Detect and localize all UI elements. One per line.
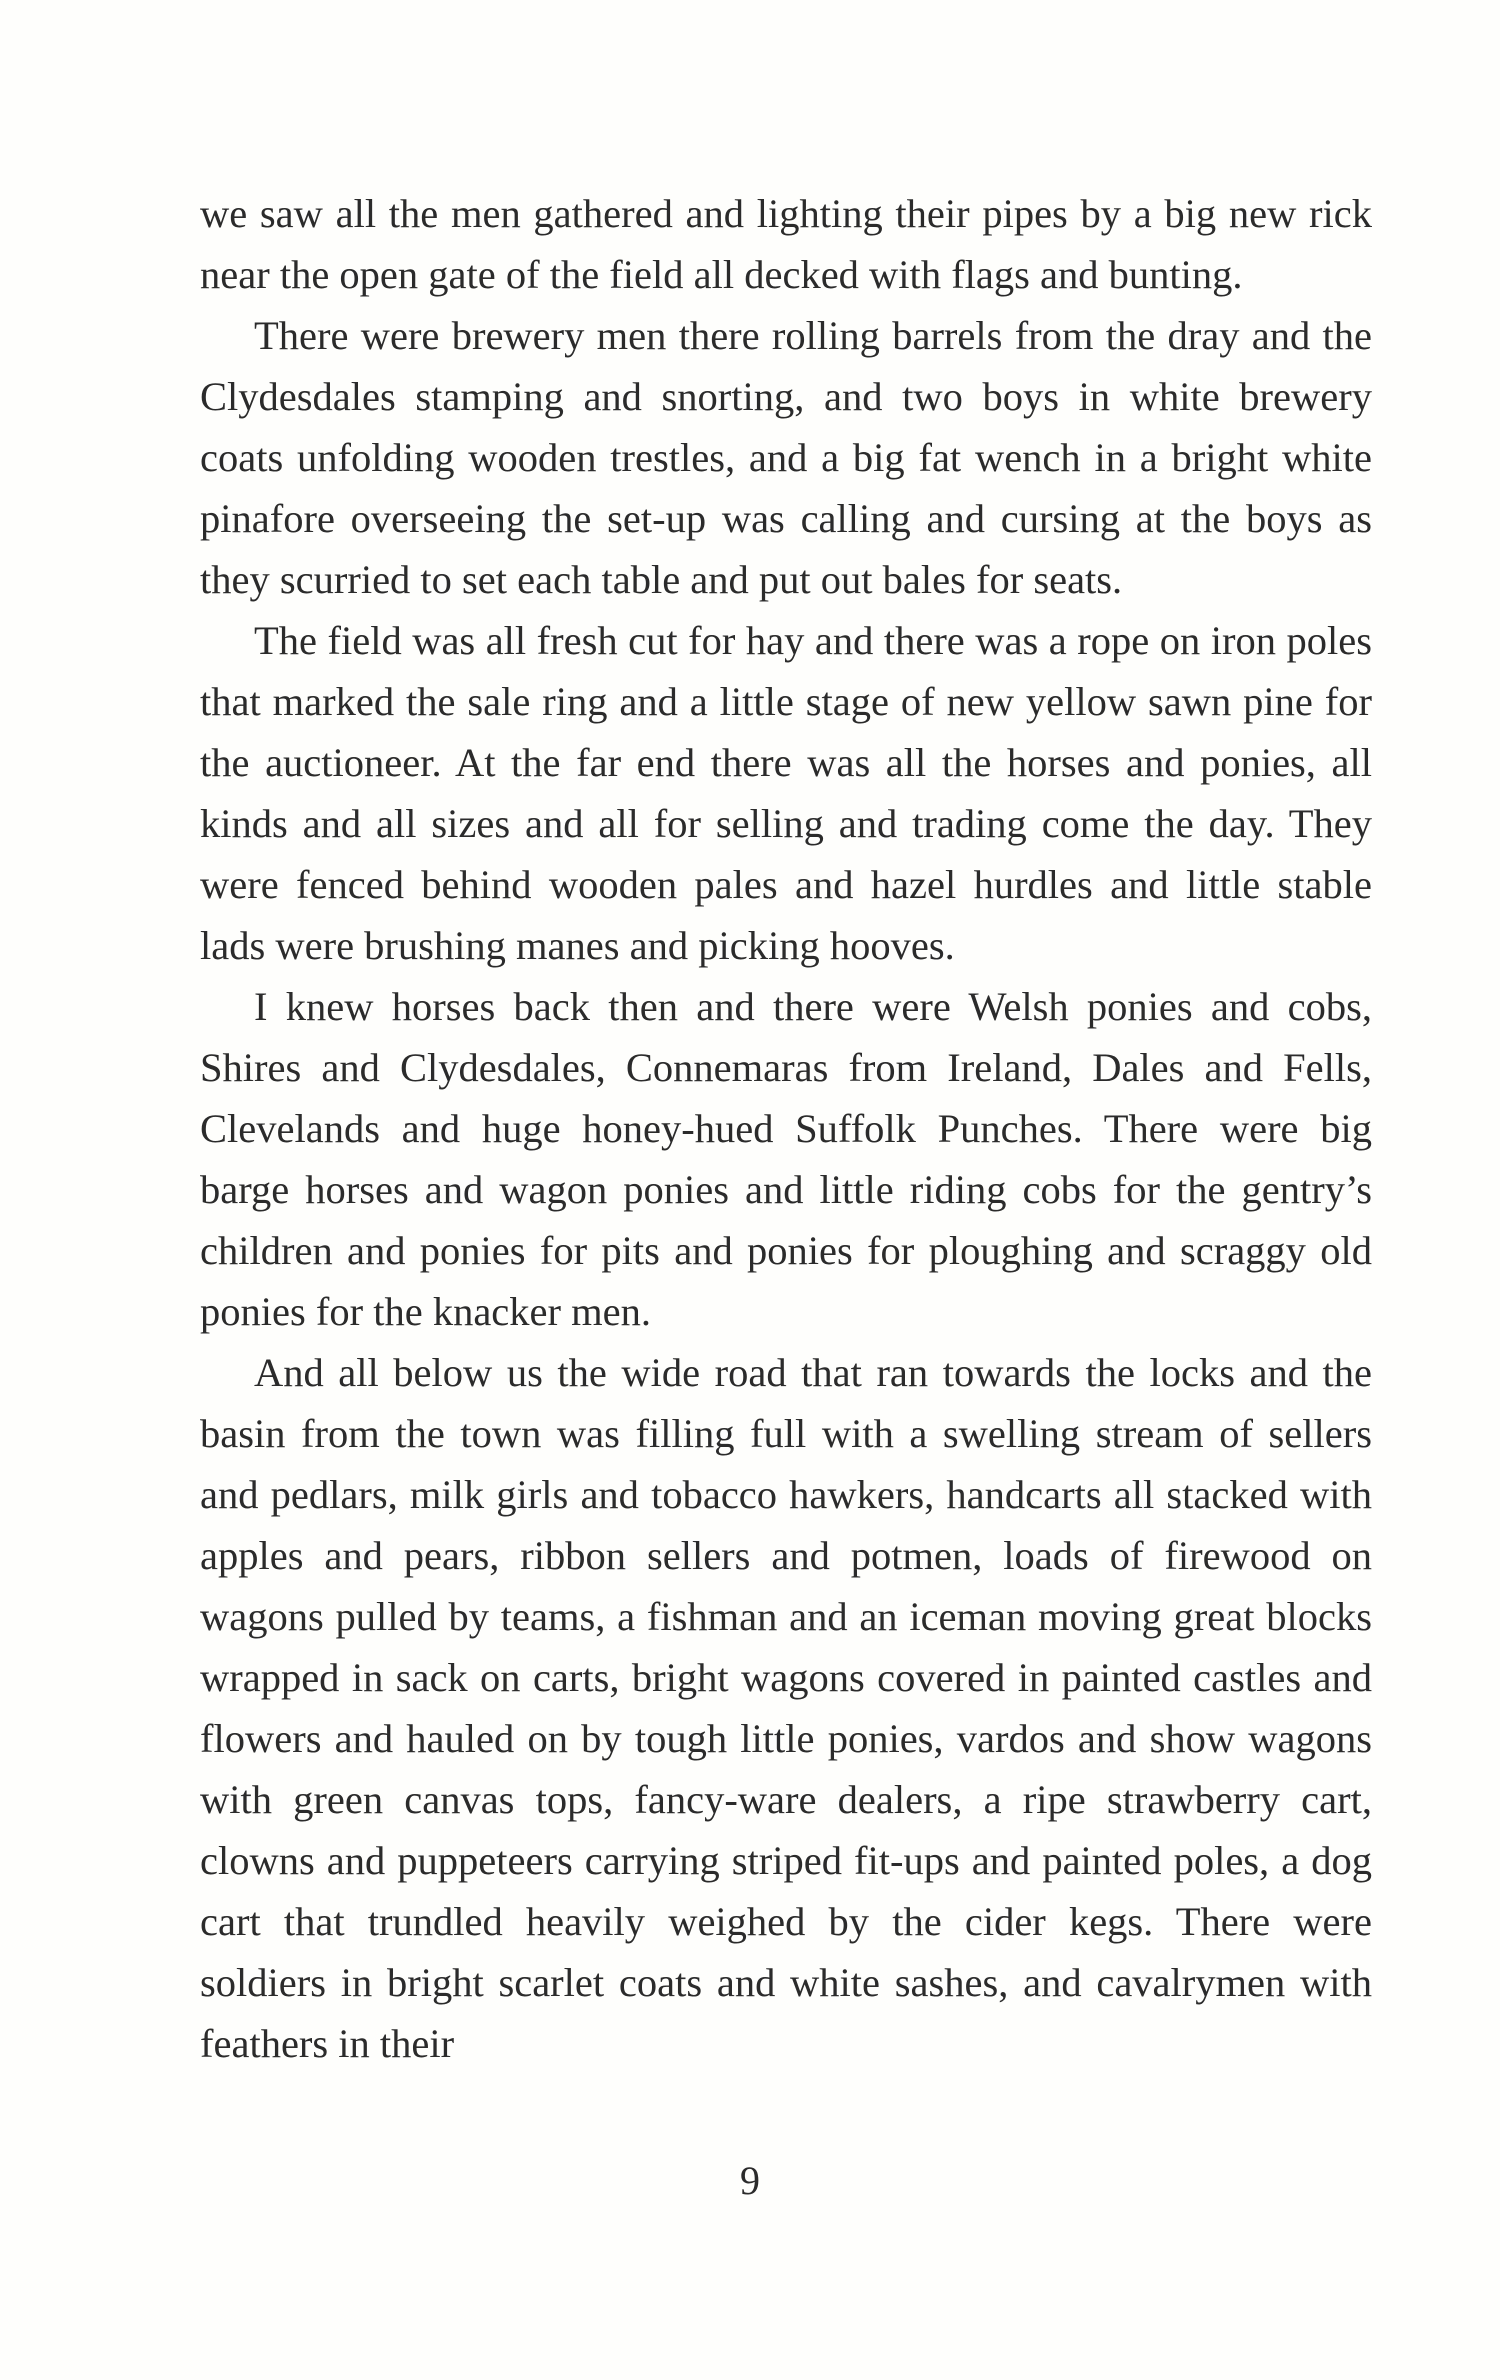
paragraph-continued: we saw all the men gathered and lighting their pipes by a big new rick near the open gate of the field all decked with flags and bunting. (200, 191, 1372, 297)
body-text (200, 183, 1372, 2074)
paragraph: And all below us the wide road that ran towards the locks and the basin from the town was filling full with a swelling stream of sellers and pedlars, milk girls and tobacco hawkers, handcarts all stacked with apples and pears, ribbon sellers and potmen, loads of firewood on wagons pulled by teams, a fishman and an iceman moving great blocks wrapped in sack on carts, bright wagons covered in painted castles and flowers and hauled on by tough little ponies, vardos and show wagons with green canvas tops, fancy-ware dealers, a ripe strawberry cart, clowns and puppeteers carrying striped fit-ups and painted poles, a dog cart that trundled heavily weighed by the cider kegs. There were soldiers in bright scarlet coats and white sashes, and cavalrymen with feathers in their (200, 1350, 1372, 2066)
paragraph: I knew horses back then and there were Welsh ponies and cobs, Shires and Clydesdales, Connemaras from Ireland, Dales and Fells, Clevelands and huge honey-hued Suffolk Punches. There were big barge horses and wagon ponies and little riding cobs for the gentry’s children and ponies for pits and ponies for ploughing and scraggy old ponies for the knacker men. (200, 984, 1372, 1334)
paragraph: The field was all fresh cut for hay and there was a rope on iron poles that marked the sale ring and a little stage of new yellow sawn pine for the auctioneer. At the far end there was all the horses and ponies, all kinds and all sizes and all for selling and trading come the day. They were fenced behind wooden pales and hazel hurdles and little stable lads were brushing manes and picking hooves. (200, 618, 1372, 968)
paragraph: There were brewery men there rolling barrels from the dray and the Clydesdales stamping and snorting, and two boys in white brewery coats unfolding wooden trestles, and a big fat wench in a bright white pinafore overseeing the set-up was calling and cursing at the boys as they scurried to set each table and put out bales for seats. (200, 313, 1372, 602)
page-number: 9 (740, 2158, 760, 2203)
